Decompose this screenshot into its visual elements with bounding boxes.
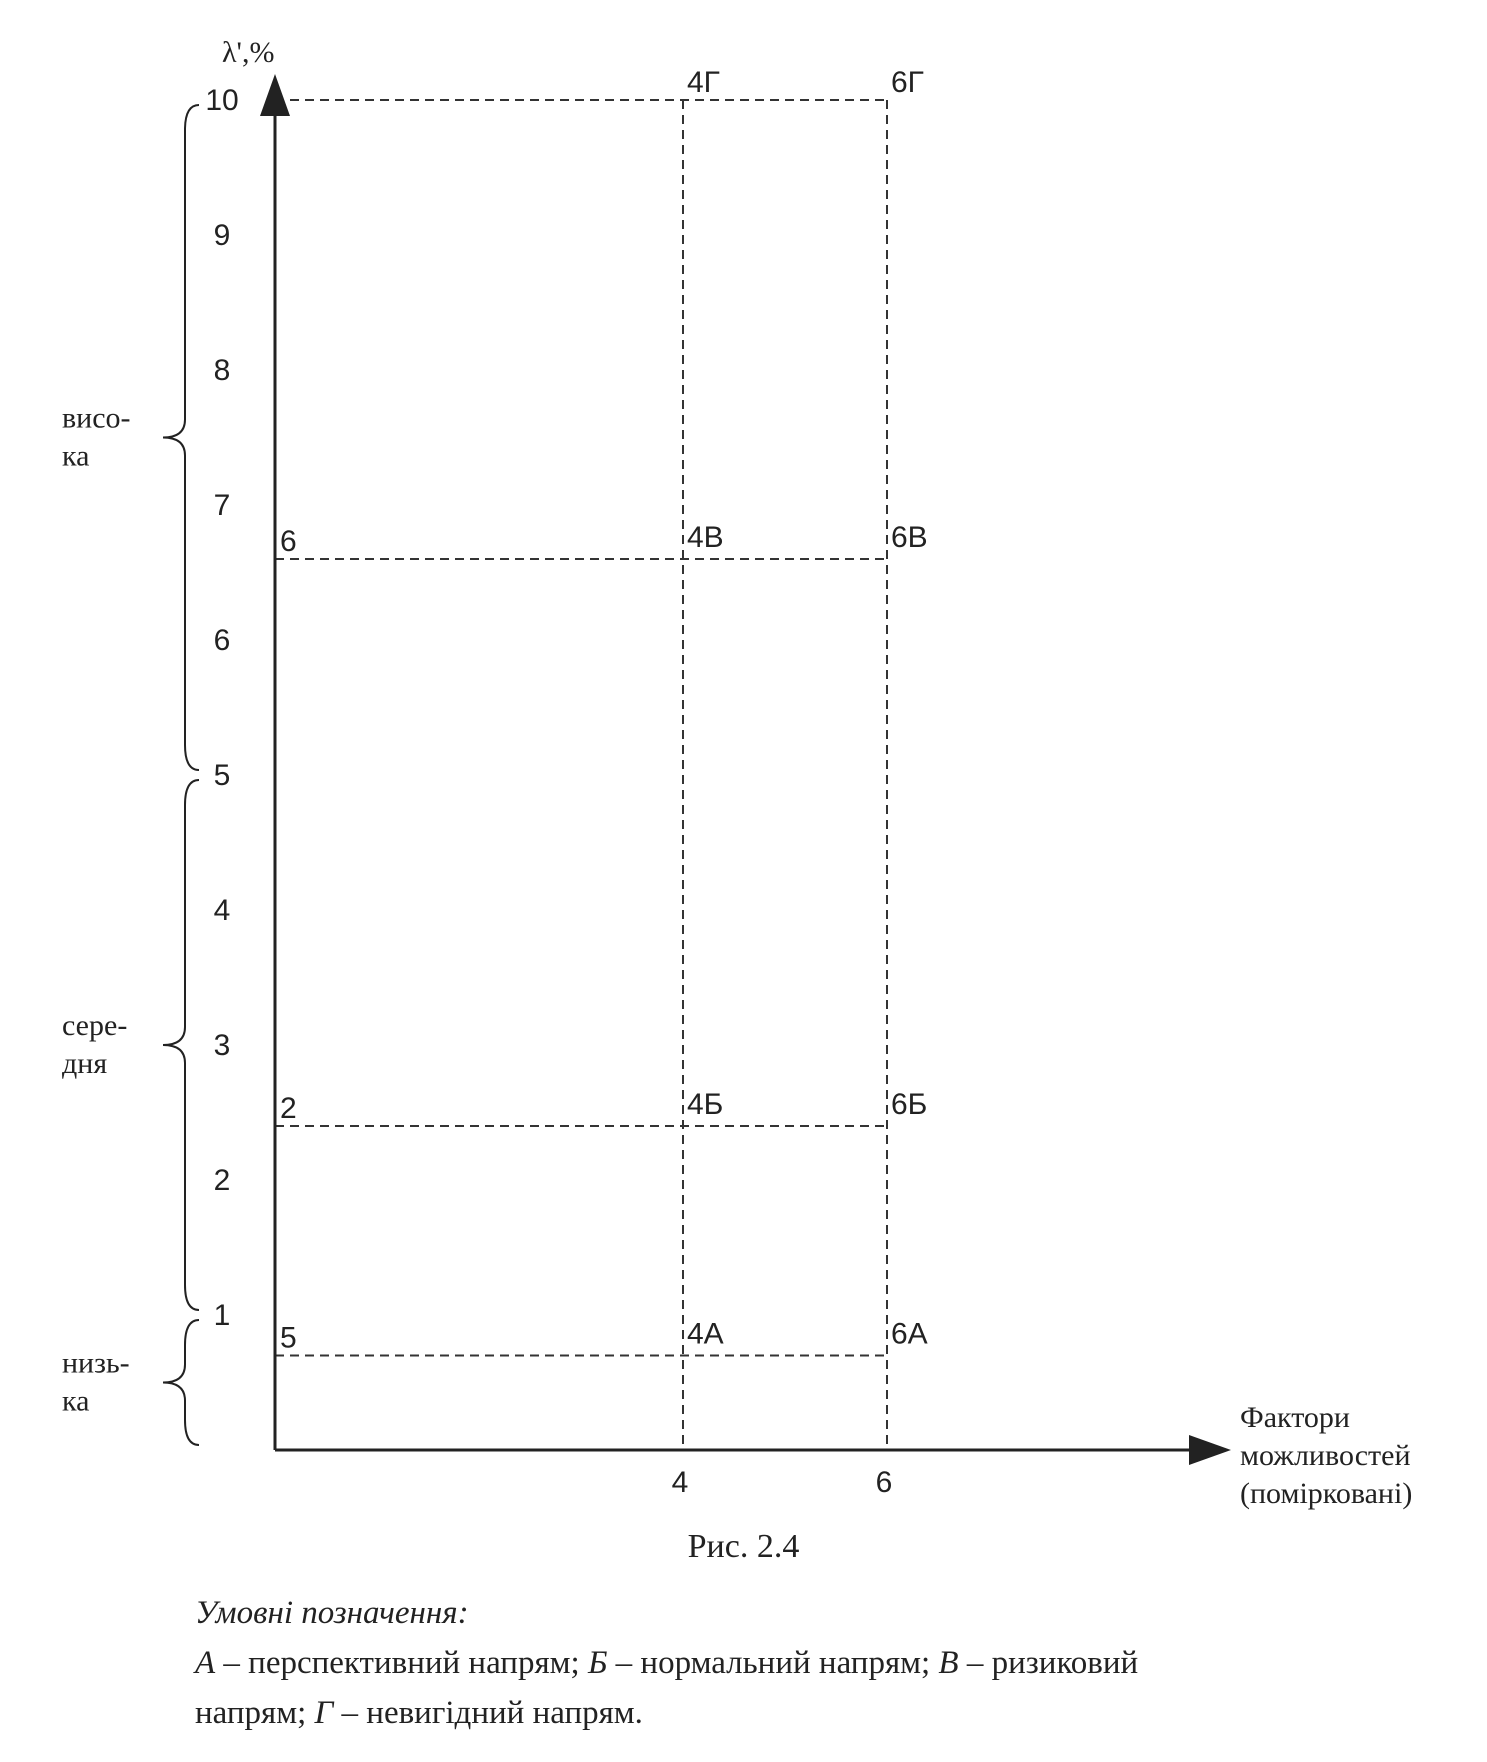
point-label: 6В bbox=[891, 521, 928, 554]
legend-letter-g: Г bbox=[314, 1695, 334, 1731]
y-tick-label: 3 bbox=[213, 1029, 231, 1062]
grid-line-label: 6 bbox=[280, 525, 297, 558]
legend-text-a: – перспективний напрям; bbox=[215, 1645, 588, 1681]
y-tick-label: 2 bbox=[213, 1164, 231, 1197]
y-tick-label: 8 bbox=[213, 354, 231, 387]
range-brace bbox=[163, 1320, 199, 1445]
y-tick-label: 5 bbox=[213, 759, 231, 792]
range-brace bbox=[163, 780, 199, 1310]
point-label: 6Б bbox=[891, 1088, 928, 1121]
legend-text-v: – ризиковий bbox=[958, 1645, 1139, 1681]
y-axis-label: λ',% bbox=[222, 36, 275, 69]
range-label-line: ка bbox=[62, 439, 90, 473]
legend-letter-v: В bbox=[938, 1645, 959, 1681]
range-label-line: ка bbox=[62, 1384, 90, 1418]
legend-title: Умовні позначення: bbox=[195, 1595, 469, 1631]
x-axis-label-line: (помірковані) bbox=[1240, 1477, 1413, 1510]
legend-letter-b: Б bbox=[587, 1645, 608, 1681]
range-braces bbox=[163, 105, 199, 1445]
legend-letter-a: А bbox=[195, 1645, 216, 1681]
legend-text-b: – нормальний напрям; bbox=[607, 1645, 939, 1681]
range-label-line: низь- bbox=[62, 1346, 130, 1380]
y-tick-label: 7 bbox=[213, 489, 231, 522]
x-axis-label-line: Фактори bbox=[1240, 1401, 1350, 1434]
y-tick-label: 1 bbox=[213, 1299, 231, 1332]
point-label: 4Г bbox=[687, 66, 720, 99]
range-label-line: висо- bbox=[62, 401, 131, 435]
point-label: 4А bbox=[687, 1317, 724, 1351]
legend-line-2 bbox=[195, 1688, 1395, 1738]
point-label: 4В bbox=[687, 521, 724, 554]
labels bbox=[62, 36, 1412, 1510]
point-label: 6Г bbox=[891, 66, 924, 99]
y-tick-label: 9 bbox=[213, 219, 231, 252]
range-label-line: сере- bbox=[62, 1009, 128, 1042]
y-tick-label: 4 bbox=[213, 894, 231, 927]
grid-line-label: 5 bbox=[280, 1321, 297, 1355]
dashed-grid bbox=[275, 100, 887, 1450]
x-tick-label: 6 bbox=[875, 1466, 893, 1499]
legend-line-1 bbox=[195, 1638, 1395, 1688]
y-tick-label: 10 bbox=[205, 84, 239, 117]
legend bbox=[195, 1588, 1395, 1738]
point-label: 6А bbox=[891, 1317, 928, 1351]
range-brace bbox=[163, 105, 199, 770]
axes bbox=[275, 80, 1225, 1450]
grid-line-label: 2 bbox=[280, 1092, 297, 1125]
range-label-line: дня bbox=[62, 1047, 108, 1080]
figure-caption: Рис. 2.4 bbox=[687, 1528, 800, 1565]
legend-text-g: – невигідний напрям. bbox=[333, 1695, 643, 1731]
x-tick-label: 4 bbox=[671, 1466, 689, 1499]
x-axis-label-line: можливостей bbox=[1240, 1439, 1411, 1472]
point-label: 4Б bbox=[687, 1088, 724, 1121]
y-tick-label: 6 bbox=[213, 624, 231, 657]
legend-prefix: напрям; bbox=[195, 1695, 315, 1731]
